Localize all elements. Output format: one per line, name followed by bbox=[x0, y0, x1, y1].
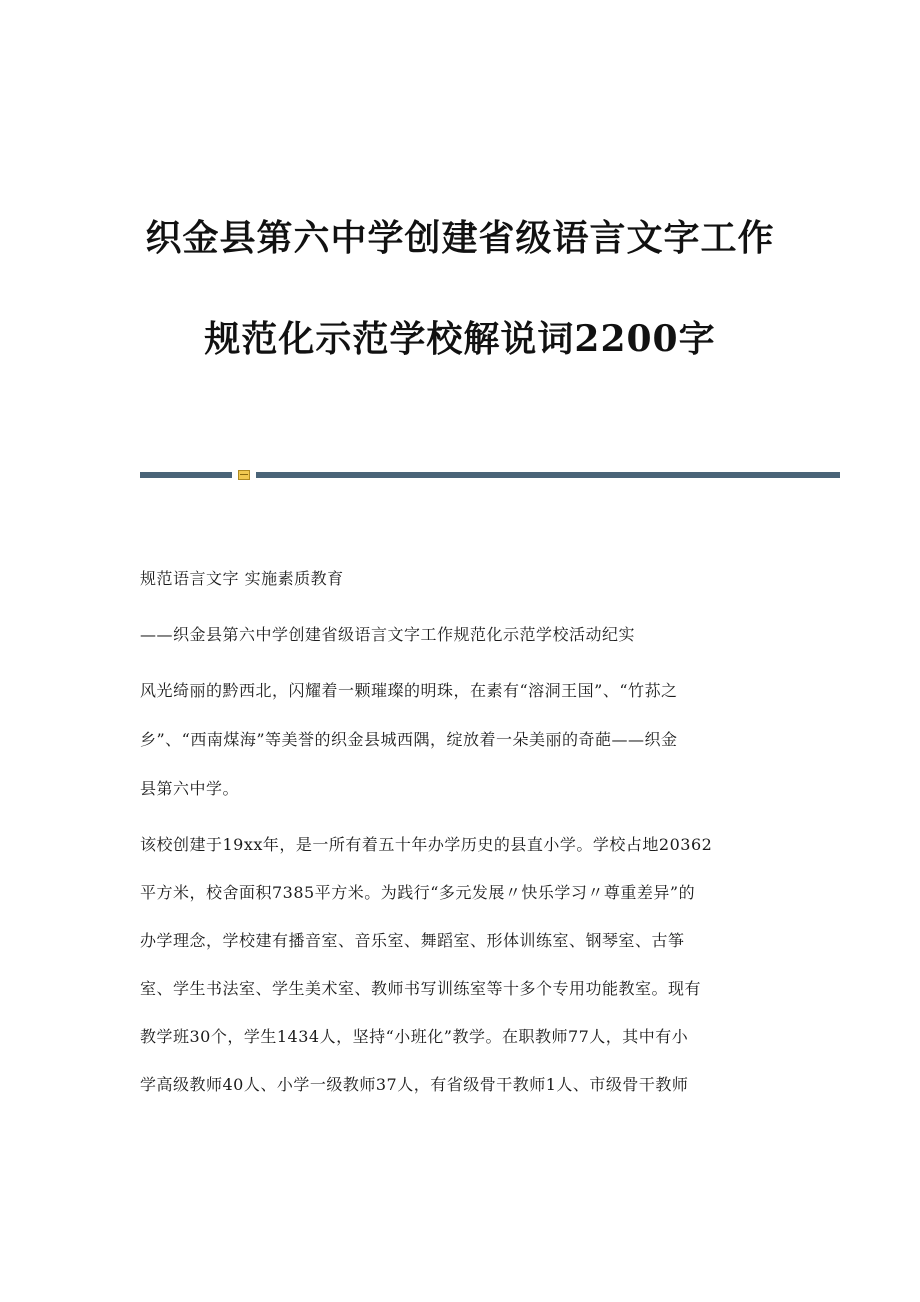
document-title-line-1: 织金县第六中学创建省级语言文字工作 bbox=[145, 217, 775, 259]
document-title-line-2: 规范化示范学校解说词2200字 bbox=[204, 318, 716, 360]
title-divider bbox=[140, 470, 840, 480]
paragraph-line: 县第六中学。 bbox=[140, 779, 240, 798]
paragraph-line: 学高级教师40人、小学一级教师37人，有省级骨干教师1人、市级骨干教师 bbox=[140, 1075, 689, 1094]
section-subtitle-note: ——织金县第六中学创建省级语言文字工作规范化示范学校活动纪实 bbox=[140, 625, 636, 644]
divider-ornament-icon bbox=[238, 470, 250, 480]
section-subtitle: 规范语言文字 实施素质教育 bbox=[140, 569, 344, 588]
paragraph-line: 教学班30个，学生1434人，坚持“小班化”教学。在职教师77人，其中有小 bbox=[140, 1027, 689, 1046]
paragraph-line: 风光绮丽的黔西北，闪耀着一颗璀璨的明珠，在素有“溶洞王国”、“竹荪之 bbox=[140, 681, 678, 700]
divider-bar-right bbox=[256, 472, 840, 478]
paragraph-line: 室、学生书法室、学生美术室、教师书写训练室等十多个专用功能教室。现有 bbox=[140, 979, 702, 998]
divider-bar-left bbox=[140, 472, 232, 478]
paragraph-line: 平方米，校舍面积7385平方米。为践行“多元发展〃快乐学习〃尊重差异”的 bbox=[140, 883, 696, 902]
paragraph-line: 该校创建于19xx年，是一所有着五十年办学历史的县直小学。学校占地20362 bbox=[140, 835, 713, 854]
paragraph-line: 乡”、“西南煤海”等美誉的织金县城西隅，绽放着一朵美丽的奇葩——织金 bbox=[140, 730, 678, 749]
paragraph-line: 办学理念，学校建有播音室、音乐室、舞蹈室、形体训练室、钢琴室、古筝 bbox=[140, 931, 685, 950]
